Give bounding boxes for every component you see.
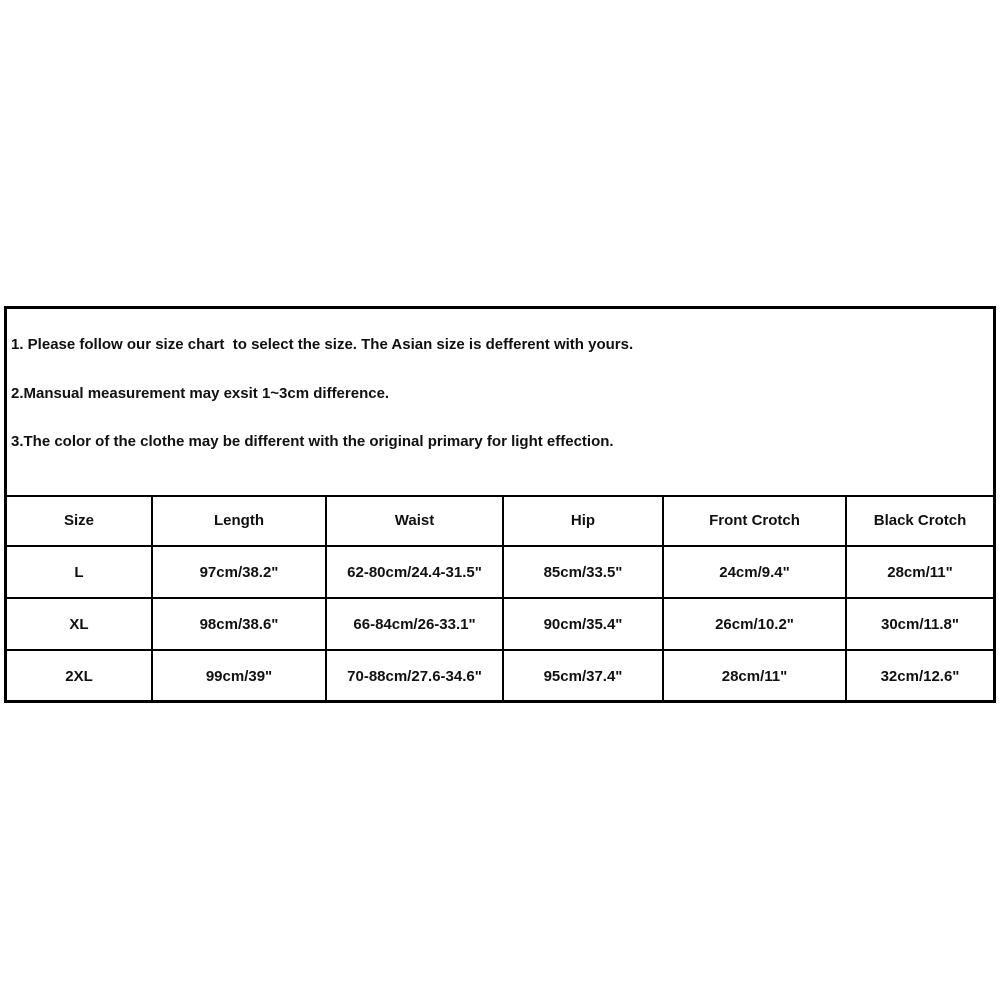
cell-size: XL [7, 598, 152, 650]
cell-hip: 95cm/37.4" [503, 650, 663, 701]
table-row [7, 650, 993, 701]
cell-front-crotch: 24cm/9.4" [663, 546, 846, 598]
cell-hip: 85cm/33.5" [503, 546, 663, 598]
notes-section [7, 309, 993, 497]
cell-size: 2XL [7, 650, 152, 701]
header-front-crotch: Front Crotch [663, 495, 846, 546]
cell-length: 98cm/38.6" [152, 598, 326, 650]
cell-size: L [7, 546, 152, 598]
header-black-crotch: Black Crotch [846, 495, 993, 546]
note-2: 2.Mansual measurement may exsit 1~3cm difference. [11, 385, 390, 402]
note-1: 1. Please follow our size chart to select the size. The Asian size is defferent with yours. [11, 336, 634, 353]
table-row [7, 546, 993, 598]
table-row [7, 598, 993, 650]
cell-black-crotch: 28cm/11" [846, 546, 993, 598]
cell-black-crotch: 30cm/11.8" [846, 598, 993, 650]
cell-length: 97cm/38.2" [152, 546, 326, 598]
cell-waist: 66-84cm/26-33.1" [326, 598, 503, 650]
cell-waist: 62-80cm/24.4-31.5" [326, 546, 503, 598]
cell-hip: 90cm/35.4" [503, 598, 663, 650]
size-chart [4, 306, 996, 703]
header-hip: Hip [503, 495, 663, 546]
note-3: 3.The color of the clothe may be different with the original primary for light effection. [11, 433, 614, 450]
cell-front-crotch: 28cm/11" [663, 650, 846, 701]
table-header-row [7, 495, 993, 546]
cell-front-crotch: 26cm/10.2" [663, 598, 846, 650]
cell-black-crotch: 32cm/12.6" [846, 650, 993, 701]
size-table [7, 495, 993, 701]
header-waist: Waist [326, 495, 503, 546]
cell-waist: 70-88cm/27.6-34.6" [326, 650, 503, 701]
cell-length: 99cm/39" [152, 650, 326, 701]
header-length: Length [152, 495, 326, 546]
header-size: Size [7, 495, 152, 546]
